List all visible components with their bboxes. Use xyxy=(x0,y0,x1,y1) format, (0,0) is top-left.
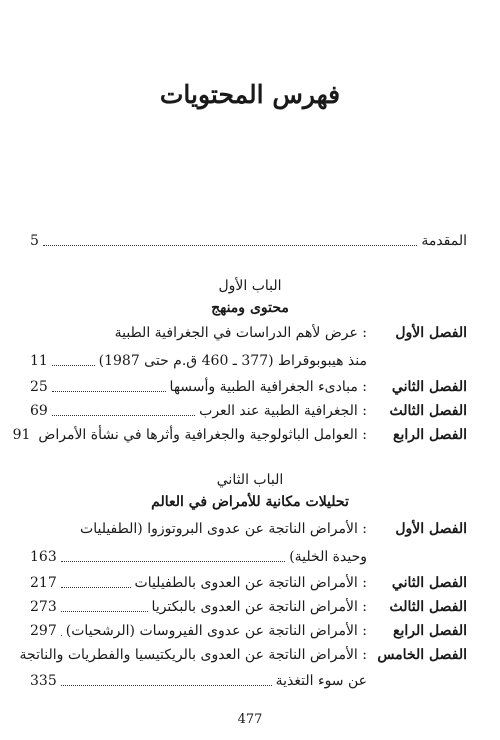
toc-entry-text: المقدمة xyxy=(421,233,467,249)
toc-page-number: 5 xyxy=(30,233,39,249)
chapter-label: الفصل الثاني xyxy=(391,379,467,395)
page-number-footer: 477 xyxy=(237,712,263,727)
page-title: فهرس المحتويات xyxy=(159,80,341,109)
toc-entry-text: عن سوء التغذية xyxy=(275,673,367,689)
toc-entry xyxy=(19,644,467,666)
toc-entry-continuation xyxy=(30,350,467,372)
toc-entry-intro xyxy=(30,230,467,252)
part-subtitle: محتوى ومنهج xyxy=(211,300,289,316)
toc-page-number: 297 xyxy=(30,623,57,639)
toc-entry-text: وحيدة الخلية) xyxy=(289,549,367,565)
leader-dots xyxy=(61,587,131,588)
toc-entry-text: : الأمراض الناتجة عن عدوى البروتوزوا (الطفيليات xyxy=(80,521,367,537)
toc-entry-text: منذ هيبوبوقراط (377 ـ 460 ق.م حتى 1987) xyxy=(98,353,367,369)
toc-entry xyxy=(30,376,467,398)
toc-page-number: 163 xyxy=(30,549,57,565)
toc-page-number: 217 xyxy=(30,575,57,591)
leader-dots xyxy=(61,635,62,636)
toc-entry-continuation xyxy=(30,670,467,692)
toc-entry xyxy=(12,424,467,446)
part-heading: الباب الثاني xyxy=(216,472,284,488)
toc-page-number: 69 xyxy=(30,403,48,419)
toc-page-number: 91 xyxy=(12,427,31,443)
chapter-label: الفصل الثاني xyxy=(391,575,467,591)
chapter-label: الفصل الخامس xyxy=(377,647,467,663)
leader-dots xyxy=(61,685,272,686)
chapter-label: الفصل الرابع xyxy=(393,427,467,443)
toc-entry xyxy=(30,596,467,618)
toc-entry xyxy=(30,518,467,540)
chapter-label: الفصل الرابع xyxy=(393,623,467,639)
leader-dots xyxy=(61,611,148,612)
toc-entry xyxy=(30,620,467,642)
chapter-label: الفصل الأول xyxy=(395,521,467,537)
toc-entry-text: : الأمراض الناتجة عن عدوى الفيروسات (الرشحيات) xyxy=(65,623,367,639)
toc-entry xyxy=(30,572,467,594)
leader-dots xyxy=(52,391,166,392)
toc-entry xyxy=(30,400,467,422)
leader-dots xyxy=(61,561,285,562)
leader-dots xyxy=(52,365,95,366)
toc-entry-text: : الأمراض الناتجة عن العدوى بالبكتريا xyxy=(151,599,367,615)
toc-entry xyxy=(30,322,467,344)
part-heading: الباب الأول xyxy=(218,278,282,294)
chapter-label: الفصل الثالث xyxy=(389,403,467,419)
toc-entry-text: : العوامل الباثولوجية والجغرافية وأثرها في نشأة الأمراض xyxy=(38,427,367,443)
toc-entry-text: : الأمراض الناتجة عن العدوى بالريكتيسيا والفطريات والناتجة xyxy=(19,647,367,663)
toc-entry-text: : مبادىء الجغرافية الطبية وأسسها xyxy=(169,379,367,395)
toc-entry-text: : عرض لأهم الدراسات في الجغرافية الطبية xyxy=(114,325,367,341)
toc-entry-text: : الأمراض الناتجة عن العدوى بالطفيليات xyxy=(134,575,367,591)
toc-page-number: 273 xyxy=(30,599,57,615)
chapter-label: الفصل الثالث xyxy=(389,599,467,615)
leader-dots xyxy=(52,415,195,416)
toc-entry-continuation xyxy=(30,546,467,568)
toc-page-number: 335 xyxy=(30,673,57,689)
part-subtitle: تحليلات مكانية للأمراض في العالم xyxy=(151,494,349,510)
chapter-label: الفصل الأول xyxy=(395,325,467,341)
toc-entry-text: : الجغرافية الطبية عند العرب xyxy=(199,403,367,419)
toc-page-number: 25 xyxy=(30,379,48,395)
toc-page-number: 11 xyxy=(30,353,48,369)
leader-dots xyxy=(43,245,417,246)
